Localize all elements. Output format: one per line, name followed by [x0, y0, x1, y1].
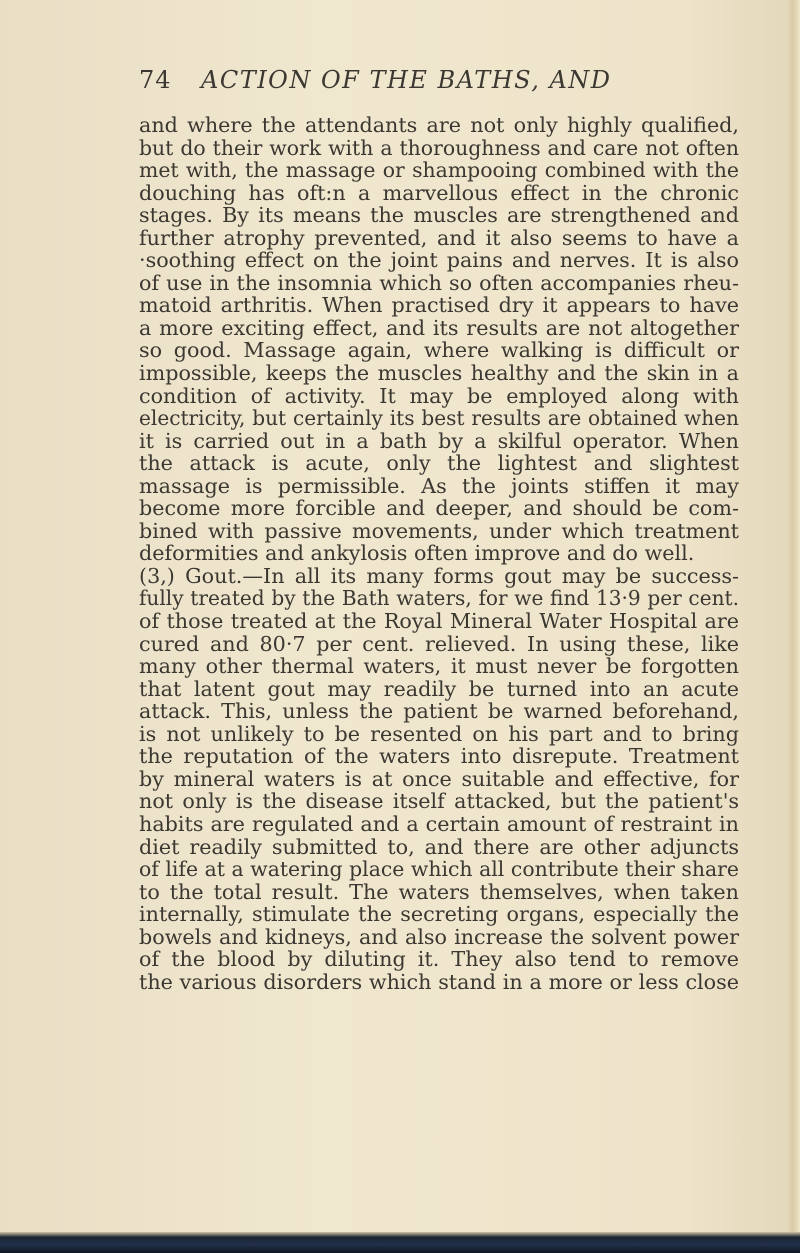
text-line: electricity, but certainly its best results are obtained when — [139, 406, 739, 431]
text-line: further atrophy prevented, and it also seems to have a — [139, 225, 739, 250]
text-line: of life at a watering place which all contribute their share — [139, 857, 739, 882]
page-bottom-edge — [0, 1232, 800, 1253]
text-line: not only is the disease itself attacked, but the patient's — [139, 789, 739, 814]
text-line: is not unlikely to be resented on his part and to bring — [139, 721, 739, 746]
text-line: habits are regulated and a certain amount of restraint in — [139, 811, 739, 836]
text-line: attack. This, unless the patient be warned beforehand, — [139, 699, 739, 724]
text-line: a more exciting effect, and its results are not altogether — [139, 315, 739, 340]
text-line: stages. By its means the muscles are strengthened and — [139, 203, 739, 228]
text-line: diet readily submitted to, and there are other adjuncts — [139, 834, 739, 859]
text-line: bined with passive movements, under which treatment — [139, 518, 739, 543]
text-line: cured and 80·7 per cent. relieved. In using these, like — [139, 631, 739, 656]
page-edge-right — [786, 0, 800, 1253]
text-line: become more forcible and deeper, and should be com- — [139, 496, 739, 521]
text-line: fully treated by the Bath waters, for we find 13·9 per cent. — [139, 586, 739, 611]
text-line: met with, the massage or shampooing combined with the — [139, 158, 739, 183]
page-number: 74 — [139, 66, 172, 94]
text-line: (3,) Gout.—In all its many forms gout may be success- — [139, 563, 739, 588]
text-line: the attack is acute, only the lightest and slightest — [139, 451, 739, 476]
text-line: deformities and ankylosis often improve and do well. — [139, 541, 695, 566]
running-head: ACTION OF THE BATHS, AND — [201, 66, 612, 94]
text-line: it is carried out in a bath by a skilful operator. When — [139, 428, 739, 453]
text-line: many other thermal waters, it must never be forgotten — [139, 654, 739, 679]
text-line: bowels and kidneys, and also increase the solvent power — [139, 924, 739, 949]
text-line: condition of activity. It may be employed along with — [139, 383, 739, 408]
text-line: internally, stimulate the secreting organs, especially the — [139, 902, 739, 927]
text-line: impossible, keeps the muscles healthy and the skin in a — [139, 361, 739, 386]
page-header — [139, 66, 739, 106]
text-line: the reputation of the waters into disrepute. Treatment — [139, 744, 739, 769]
text-line: that latent gout may readily be turned into an acute — [139, 676, 739, 701]
text-line: of use in the insomnia which so often accompanies rheu- — [139, 270, 739, 295]
text-line: and where the attendants are not only highly qualified, — [139, 113, 739, 137]
text-line: of the blood by diluting it. They also tend to remove — [139, 947, 739, 972]
text-line: by mineral waters is at once suitable and effective, for — [139, 766, 739, 791]
text-line: matoid arthritis. When practised dry it appears to have — [139, 293, 739, 318]
text-line: but do their work with a thoroughness and care not often — [139, 135, 739, 160]
text-line: douching has oft:n a marvellous effect in the chronic — [139, 180, 739, 205]
text-line: massage is permissible. As the joints stiffen it may — [139, 473, 739, 498]
text-line: the various disorders which stand in a more or less close — [139, 969, 739, 994]
text-line: to the total result. The waters themselves, when taken — [139, 879, 739, 904]
text-line: so good. Massage again, where walking is difficult or — [139, 338, 739, 363]
body-text — [139, 114, 739, 993]
text-line: of those treated at the Royal Mineral Water Hospital are — [139, 609, 739, 634]
text-line: ·soothing effect on the joint pains and nerves. It is also — [139, 248, 739, 273]
